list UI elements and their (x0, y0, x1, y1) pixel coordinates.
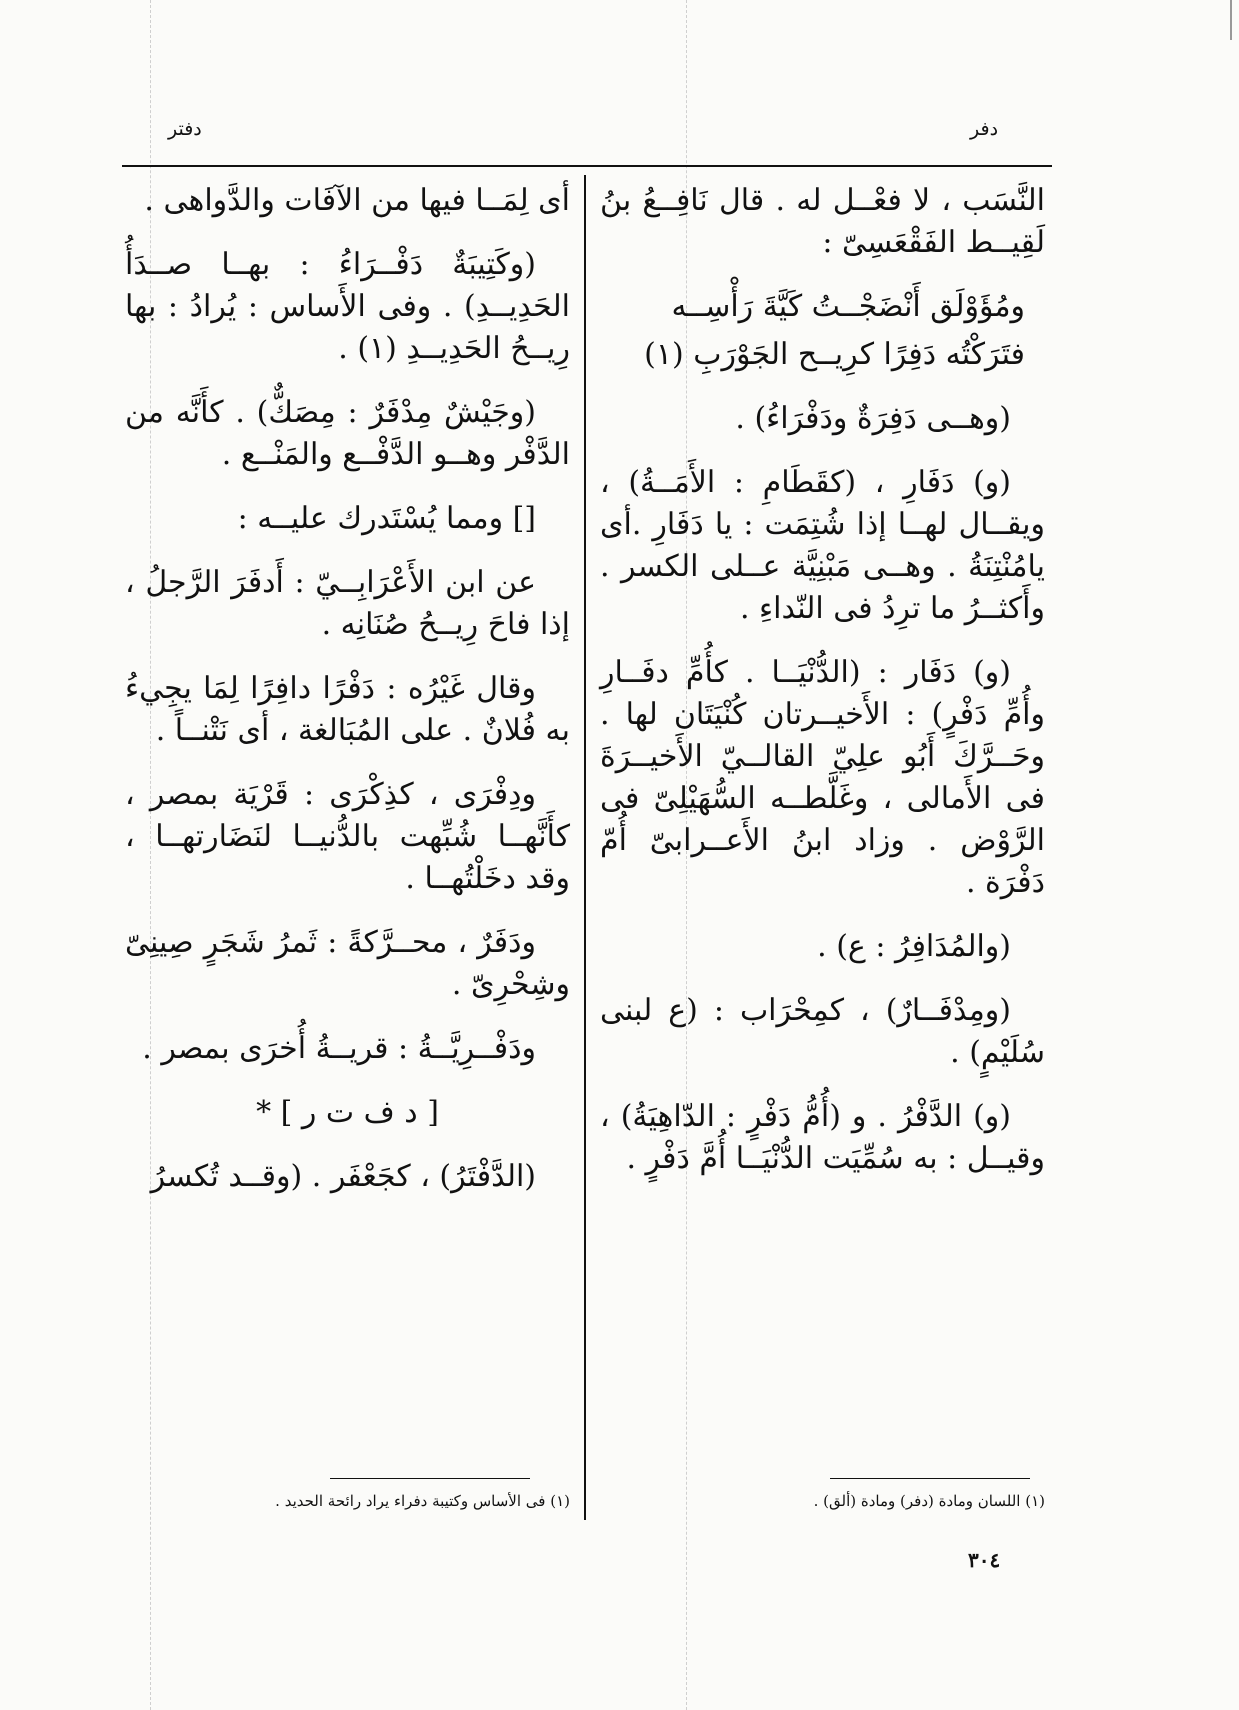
entry-headword: [ د ف ت ر ] * (256, 1095, 439, 1130)
left-column (125, 180, 570, 1220)
entry-paragraph: [] ومما يُسْتَدرك عليــه : (237, 501, 536, 536)
entry-paragraph: (و) الدَّفْرُ . و (أُمُّ دَفْرٍ : الدّاهِيَةُ) ، وقيــل : به سُمِّيَت الدُّنْيَــا أُمَّ دَفْرٍ . (600, 1099, 1045, 1176)
footnote-left: (١) فى الأساس وكتيبة دفراء يراد رائحة الحديد . (275, 1492, 570, 1510)
entry-paragraph: (وهــى دَفِرَةٌ ودَفْرَاءُ) . (735, 401, 1011, 436)
entry-paragraph: (والمُدَافِرُ : ع) . (817, 929, 1011, 964)
verse-line: ومُؤَوْلَق أَنْضَجْــتُ كَيَّةَ رَأْسِــه (671, 289, 1025, 324)
entry-paragraph: (و) دَفَارِ ، (كقَطَامِ : الأَمَــةُ) ، ويقــال لهــا إذا شُتِمَت : يا دَفَارِ .أى يامُنْتِنَةُ . وهــى مَبْنِيَّة عــلى الكسر . وأَكثــرُ ما ترِدُ فى النّداءِ . (600, 465, 1045, 626)
scan-edge-mark (1230, 0, 1232, 40)
footnote-rule-right (830, 1478, 1030, 1479)
entry-paragraph: أى لِمَــا فيها من الآفَات والدَّواهى . (144, 183, 570, 218)
footnote-rule-left (330, 1478, 530, 1479)
entry-paragraph: (الدَّفْتَرُ) ، كجَعْفَر . (وقــد تُكسرُ (150, 1159, 536, 1194)
running-head-left: دفتر (168, 118, 202, 140)
footnote-right: (١) اللسان ومادة (دفر) ومادة (ألق) . (813, 1492, 1045, 1510)
page-number: ٣٠٤ (968, 1548, 1001, 1572)
entry-paragraph: (ومِدْفَــارٌ) ، كمِحْرَاب : (ع لبنى سُلَيْمٍ) . (600, 993, 1045, 1070)
entry-paragraph: ودَفْــرِيَّــةُ : قريــةُ أُخرَى بمصر . (142, 1031, 536, 1066)
header-rule (122, 165, 1052, 167)
entry-paragraph: (وكَتِيبَةٌ دَفْــرَاءُ : بهــا صــدَأُ الحَدِيــدِ) . وفى الأَساس : يُرادُ : بها رِيــحُ الحَدِيــدِ (١) . (125, 247, 570, 366)
entry-paragraph: وقال غَيْرُه : دَفْرًا دافِرًا لِمَا يجِيءُ به فُلانٌ . على المُبَالغة ، أى نَتْنــاً . (125, 671, 570, 748)
entry-paragraph: ودَفَرٌ ، محــرَّكةً : ثَمرُ شَجَرٍ صِينِىّ وشِحْرِىّ . (125, 925, 570, 1002)
right-column (600, 180, 1045, 1202)
entry-paragraph: (وجَيْشٌ مِدْفَرٌ : مِصَكٌّ) . كأَنَّه من الدَّفْر وهــو الدَّفْــع والمَنْــع . (125, 395, 570, 472)
entry-paragraph: النَّسَب ، لا فعْــل له . قال نَافِــعُ بنُ لَقِيــط الفَقْعَسِىّ : (600, 183, 1045, 260)
verse-line: فتَرَكْتُه دَفِرًا كرِيــح الجَوْرَبِ (١) (644, 337, 1025, 372)
entry-paragraph: ودِفْرَى ، كذِكْرَى : قَرْيَة بمصر ، كأَنَّهــا شُبِّهت بالدُّنيــا لنَضَارتهــا ، وقد دخَلْتُهــا . (125, 777, 570, 896)
column-divider (584, 175, 586, 1520)
running-head-right: دفر (970, 118, 999, 140)
entry-paragraph: عن ابن الأَعْرَابِــيّ : أَدفَرَ الرَّجلُ ، إذا فاحَ رِيــحُ صُنَانِه . (125, 565, 570, 642)
entry-paragraph: (و) دَفَار : (الدُّنْيَــا . كأُمِّ دفَــارِ وأُمِّ دَفْرٍ) : الأَخيــرتان كُنْيَتَان لها . وحَــرَّكَ أَبُو علِيّ القالــيّ الأَخيــرَةَ فى الأَمالى ، وغَلَّطــه السُّهَيْلِىّ فى الرَّوْض . وزاد ابنُ الأَعــرابىّ أُمّ دَفْرَة . (600, 655, 1045, 900)
